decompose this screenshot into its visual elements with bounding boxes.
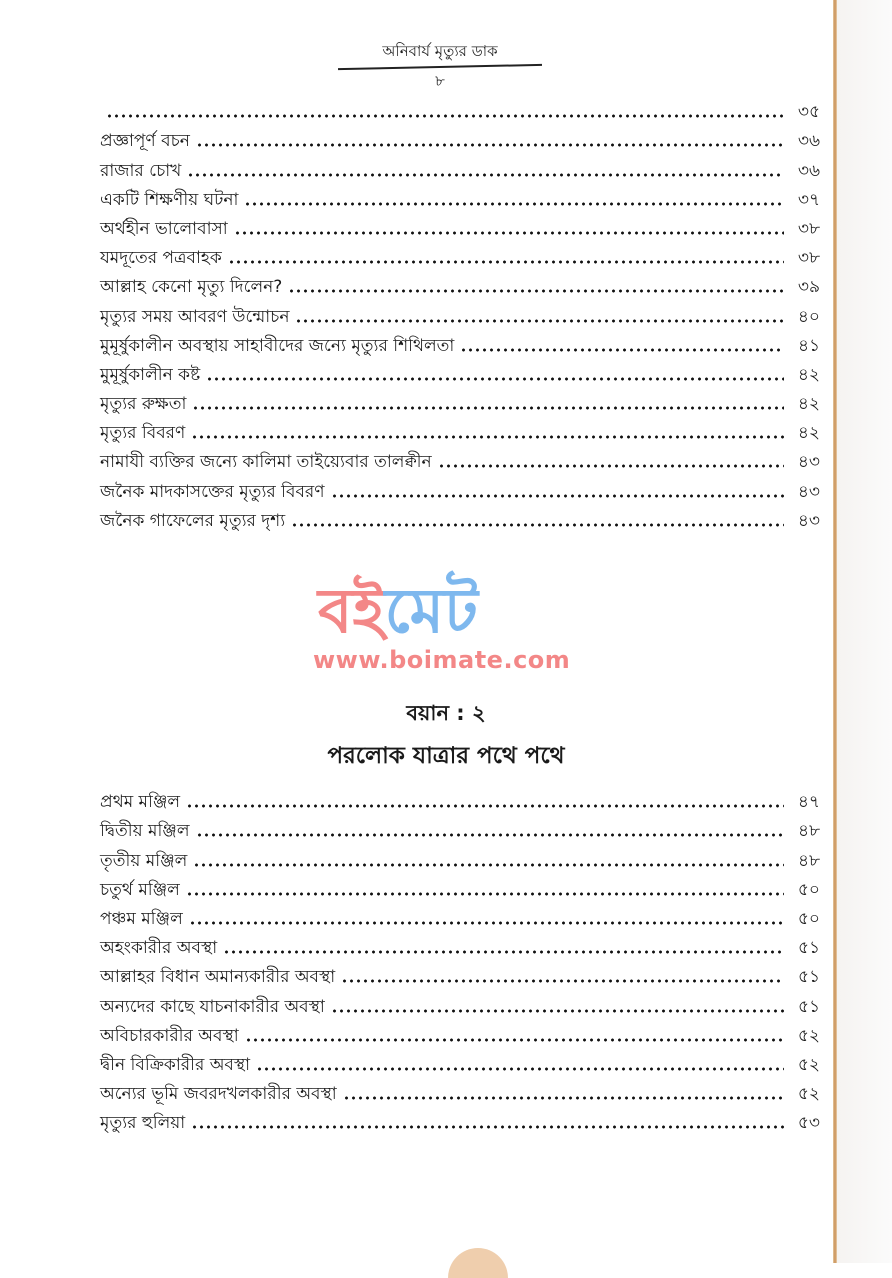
toc-entry <box>100 298 820 327</box>
toc-entry-title: মৃত্যুর বিবরণ <box>100 423 186 444</box>
toc-entry-title: মৃত্যুর সময় আবরণ উন্মোচন <box>100 306 290 327</box>
toc-entry-title: যমদূতের পত্রবাহক <box>100 248 222 269</box>
toc-entry <box>100 784 820 813</box>
toc-entry-title: নামাযী ব্যক্তির জন্যে কালিমা তাইয়্যেবার তালক্বীন <box>100 452 432 473</box>
toc-entry <box>100 813 820 842</box>
toc-entry-page: ৩৬ <box>797 131 820 152</box>
dot-leader <box>189 908 784 926</box>
thumb-smudge <box>448 1248 508 1278</box>
dot-leader <box>106 101 784 119</box>
toc-entry-page: ৪০ <box>797 306 820 327</box>
toc-entry-page: ৫০ <box>797 908 820 929</box>
dot-leader <box>331 481 784 499</box>
toc-entry <box>100 473 820 502</box>
dot-leader <box>228 247 784 265</box>
toc-entry-title: অবিচারকারীর অবস্থা <box>100 1025 239 1046</box>
toc-entry <box>100 1076 820 1105</box>
section-title: পরলোক যাত্রার পথে পথে <box>327 743 565 769</box>
dot-leader <box>193 850 784 868</box>
watermark-logo-part1: বই <box>318 574 385 647</box>
dot-leader <box>186 791 784 809</box>
toc-entry-title: অর্থহীন ভালোবাসা <box>100 218 228 239</box>
dot-leader <box>196 820 785 838</box>
toc-entry <box>100 842 820 871</box>
toc-entry <box>100 901 820 930</box>
dot-leader <box>291 510 784 528</box>
toc-entry-title: আল্লাহ কেনো মৃত্যু দিলেন? <box>100 277 283 298</box>
toc-entry-title: প্রথম মঞ্জিল <box>100 792 181 813</box>
toc-entry-title: দ্বিতীয় মঞ্জিল <box>100 821 190 842</box>
toc-entry <box>100 1047 820 1076</box>
toc-entry-page: ৩৫ <box>797 102 820 123</box>
toc-entry-page: ৪২ <box>797 423 820 444</box>
toc-entry-page: ৫২ <box>797 1084 820 1105</box>
toc-entry <box>100 988 820 1017</box>
toc-entry <box>100 123 820 152</box>
dot-leader <box>187 160 784 178</box>
toc-entry-title: পঞ্চম মঞ্জিল <box>100 908 183 929</box>
toc-entry <box>100 182 820 211</box>
toc-entry-title: মুমূর্ষুকালীন কষ্ট <box>100 364 201 385</box>
dot-leader <box>234 218 784 236</box>
toc-entry-title: মৃত্যুর হুলিয়া <box>100 1113 186 1134</box>
toc-entry-page: ৪২ <box>797 394 820 415</box>
toc-entry <box>100 872 820 901</box>
toc-entry-title: মুমূর্ষুকালীন অবস্থায় সাহাবীদের জন্যে মৃত্যুর শিথিলতা <box>100 335 455 356</box>
toc-entry <box>100 240 820 269</box>
toc-entry-title: একটি শিক্ষণীয় ঘটনা <box>100 189 239 210</box>
dot-leader <box>223 937 784 955</box>
toc-entry <box>100 930 820 959</box>
toc-entry-page: ৫১ <box>797 996 820 1017</box>
toc-entry-page: ৩৭ <box>797 189 820 210</box>
toc-entry-page: ৩৬ <box>797 160 820 181</box>
dot-leader <box>331 996 784 1014</box>
toc-entry-page: ৩৮ <box>797 218 820 239</box>
dot-leader <box>191 1112 784 1130</box>
toc-list-part1 <box>100 94 820 532</box>
toc-entry <box>100 211 820 240</box>
toc-entry-title: আল্লাহর বিধান অমান্যকারীর অবস্থা <box>100 967 336 988</box>
toc-entry-page: ৫৩ <box>797 1113 820 1134</box>
toc-entry-page: ৫১ <box>797 967 820 988</box>
toc-entry-page: ৪৮ <box>797 821 820 842</box>
toc-entry-title: দ্বীন বিক্রিকারীর অবস্থা <box>100 1054 251 1075</box>
page-edge <box>833 0 837 1263</box>
toc-entry <box>100 328 820 357</box>
toc-entry-title: প্রজ্ঞাপূর্ণ বচন <box>100 131 190 152</box>
section-label: বয়ান : ২ <box>406 701 486 725</box>
toc-entry-page: ৫২ <box>797 1025 820 1046</box>
toc-entry-title: জনৈক মাদকাসক্তের মৃত্যুর বিবরণ <box>100 481 325 502</box>
toc-entry-page: ৪২ <box>797 364 820 385</box>
dot-leader <box>206 364 784 382</box>
dot-leader <box>196 130 784 148</box>
watermark-url: www.boimate.com <box>313 646 571 674</box>
toc-entry-page: ৪৭ <box>797 792 820 813</box>
toc-entry <box>100 1105 820 1134</box>
toc-entry-title: অন্যের ভূমি জবরদখলকারীর অবস্থা <box>100 1084 337 1105</box>
toc-entry-page: ৪৮ <box>797 850 820 871</box>
dot-leader <box>460 335 784 353</box>
toc-entry <box>100 357 820 386</box>
toc-entry-page: ৪১ <box>797 335 820 356</box>
toc-entry-title: তৃতীয় মঞ্জিল <box>100 850 188 871</box>
dot-leader <box>256 1054 784 1072</box>
toc-entry <box>100 959 820 988</box>
dot-leader <box>341 966 784 984</box>
dot-leader <box>192 393 784 411</box>
toc-entry-title: মৃত্যুর রুক্ষতা <box>100 394 187 415</box>
toc-entry-page: ৪৩ <box>797 481 820 502</box>
dot-leader <box>438 451 784 469</box>
toc-entry-title: অহংকারীর অবস্থা <box>100 938 218 959</box>
toc-entry <box>100 269 820 298</box>
watermark-logo-part2: মেট <box>384 574 478 647</box>
toc-entry <box>100 415 820 444</box>
toc-entry <box>100 503 820 532</box>
toc-entry-title: রাজার চোখ <box>100 160 182 181</box>
toc-entry <box>100 1018 820 1047</box>
toc-entry-title: চতুর্থ মঞ্জিল <box>100 879 180 900</box>
toc-entry-page: ৩৯ <box>797 277 820 298</box>
dot-leader <box>186 879 784 897</box>
dot-leader <box>288 276 784 294</box>
running-title: অনিবার্য মৃত্যুর ডাক <box>382 42 498 60</box>
toc-entry <box>100 94 820 123</box>
dot-leader <box>191 422 784 440</box>
toc-entry <box>100 444 820 473</box>
page-shadow <box>837 0 892 1263</box>
toc-entry-page: ৫১ <box>797 938 820 959</box>
toc-list-part2 <box>100 784 820 1134</box>
dot-leader <box>245 1025 784 1043</box>
toc-entry-page: ৩৮ <box>797 248 820 269</box>
toc-entry-page: ৪৩ <box>797 510 820 531</box>
dot-leader <box>295 306 784 324</box>
dot-leader <box>244 189 784 207</box>
toc-entry <box>100 386 820 415</box>
toc-entry-page: ৫০ <box>797 879 820 900</box>
toc-entry-page: ৪৩ <box>797 452 820 473</box>
toc-entry-title: জনৈক গাফেলের মৃত্যুর দৃশ্য <box>100 510 286 531</box>
watermark-logo-text <box>318 574 478 647</box>
page-number: ৮ <box>435 72 445 90</box>
watermark-logo <box>313 574 578 678</box>
toc-entry <box>100 152 820 181</box>
toc-entry-title: অন্যদের কাছে যাচনাকারীর অবস্থা <box>100 996 325 1017</box>
dot-leader <box>343 1083 784 1101</box>
toc-entry-page: ৫২ <box>797 1054 820 1075</box>
